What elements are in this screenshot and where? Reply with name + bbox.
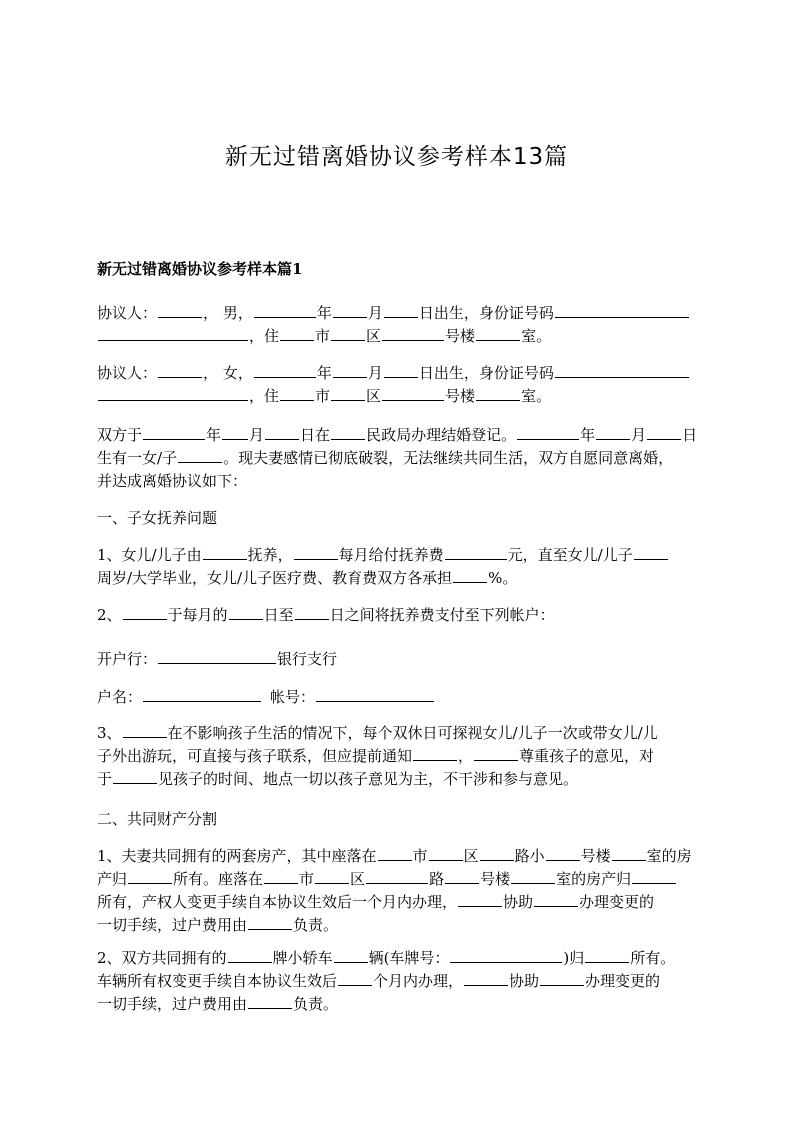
blank-fee-payer — [248, 914, 292, 930]
item2-2-line1: 2、双方共同拥有的 牌小轿车 辆(车牌号： )归 所有。 — [97, 949, 676, 967]
blank-civil-bureau — [331, 424, 365, 440]
blank-road — [480, 845, 514, 861]
blank-payer — [294, 544, 338, 560]
item1-1-line2: 周岁/大学毕业，女儿/儿子医疗费、教育费双方各承担 %。 — [97, 569, 518, 587]
blank-day — [384, 302, 418, 318]
blank-month — [333, 362, 367, 378]
blank-day-to — [295, 604, 329, 620]
blank-payer — [123, 604, 167, 620]
blank-child — [178, 447, 222, 463]
blank-visitor — [123, 722, 167, 738]
item2-1-line3: 所有，产权人变更手续自本协议生效后一个月内办理， 协助 办理变更的 — [97, 893, 655, 911]
blank-day — [384, 362, 418, 378]
section-subtitle: 新无过错离婚协议参考样本篇1 — [97, 260, 303, 278]
blank-city — [280, 325, 314, 341]
blank-percent — [453, 567, 487, 583]
item1-3-line3: 于 见孩子的时间、地点一切以孩子意见为主，不干涉和参与意见。 — [97, 770, 579, 788]
blank-city — [264, 868, 298, 884]
party2-line2: ，住 市 区 号楼 室。 — [97, 385, 551, 409]
blank-district — [331, 325, 365, 341]
blank-id-number-cont — [98, 385, 248, 401]
blank-age — [634, 544, 668, 560]
bank-line: 开户行： 银行支行 — [97, 650, 338, 668]
blank-owner2 — [632, 868, 676, 884]
blank-room — [476, 385, 520, 401]
blank-road — [366, 868, 428, 884]
item1-3-line2: 子外出游玩，可直接与孩子联系，但应提前通知 ， 尊重孩子的意见，对 — [97, 747, 655, 765]
blank-district — [331, 385, 365, 401]
blank-month — [333, 302, 367, 318]
blank-notify — [413, 745, 457, 761]
blank-year — [254, 362, 316, 378]
blank-id-number — [555, 362, 689, 378]
blank-day — [647, 424, 681, 440]
blank-assisted — [534, 891, 578, 907]
blank-assisted — [540, 970, 584, 986]
item2-2-line2: 车辆所有权变更手续自本协议生效后 个月内办理， 协助 办理变更的 — [97, 972, 661, 990]
blank-day — [265, 424, 299, 440]
blank-name — [158, 362, 202, 378]
blank-owner — [585, 947, 629, 963]
blank-id-number — [555, 302, 689, 318]
section2-heading: 二、共同财产分割 — [97, 810, 218, 828]
blank-district — [429, 845, 463, 861]
blank-amount — [445, 544, 507, 560]
blank-name — [158, 302, 202, 318]
blank-count — [334, 947, 368, 963]
blank-year — [254, 302, 316, 318]
blank-month — [222, 424, 248, 440]
item1-3-line1: 3、 在不影响孩子生活的情况下，每个双休日可探视女儿/儿子一次或带女儿/儿 — [97, 724, 658, 742]
item2-1-line4: 一切手续，过户费用由 负责。 — [97, 916, 339, 934]
blank-month — [596, 424, 630, 440]
blank-account-number — [316, 686, 434, 702]
item2-1-line2: 产归 所有。座落在 市 区 路 号楼 室的房产归 — [97, 868, 677, 892]
blank-room — [511, 868, 555, 884]
blank-assister — [464, 970, 508, 986]
blank-building — [546, 845, 580, 861]
blank-year — [143, 424, 205, 440]
item2-2-line3: 一切手续，过户费用由 负责。 — [97, 995, 339, 1013]
blank-city — [378, 845, 412, 861]
section1-heading: 一、子女抚养问题 — [97, 509, 218, 527]
blank-plate — [450, 947, 562, 963]
blank-building — [382, 385, 444, 401]
blank-room — [476, 325, 520, 341]
blank-bank — [158, 648, 276, 664]
item1-2: 2、 于每月的 日至 日之间将抚养费支付至下列帐户： — [97, 606, 555, 624]
blank-brand — [228, 947, 272, 963]
blank-respect — [474, 745, 518, 761]
blank-building — [382, 325, 444, 341]
marriage-line3: 并达成离婚协议如下： — [97, 472, 248, 490]
blank-building — [445, 868, 479, 884]
marriage-line1: 双方于 年 月 日在 民政局办理结婚登记。 年 月 日 — [97, 426, 698, 444]
blank-day-from — [229, 604, 263, 620]
blank-fee-payer — [248, 993, 292, 1009]
blank-room — [612, 845, 646, 861]
document-title: 新无过错离婚协议参考样本13篇 — [224, 144, 569, 170]
account-line: 户名： 帐号： — [97, 686, 435, 710]
item2-1-line1: 1、夫妻共同拥有的两套房产，其中座落在 市 区 路小 号楼 室的房 — [97, 847, 692, 865]
party1-line1: 协议人： ， 男， 年 月 日出生，身份证号码 — [97, 302, 690, 326]
blank-owner — [128, 868, 172, 884]
blank-account-name — [143, 686, 261, 702]
blank-id-number-cont — [98, 325, 248, 341]
blank-district — [315, 868, 349, 884]
blank-months — [338, 970, 372, 986]
item1-1-line1: 1、女儿/儿子由 抚养， 每月给付抚养费 元，直至女儿/儿子 — [97, 544, 669, 568]
blank-assister — [458, 891, 502, 907]
blank-visitor2 — [113, 768, 157, 784]
marriage-line2: 生有一女/子 。现夫妻感情已彻底破裂，无法继续共同生活，双方自愿同意离婚， — [97, 449, 674, 467]
party1-line2: ，住 市 区 号楼 室。 — [97, 325, 551, 349]
blank-city — [280, 385, 314, 401]
blank-year — [517, 424, 579, 440]
blank-guardian — [203, 544, 247, 560]
party2-line1: 协议人： ， 女， 年 月 日出生，身份证号码 — [97, 362, 690, 386]
